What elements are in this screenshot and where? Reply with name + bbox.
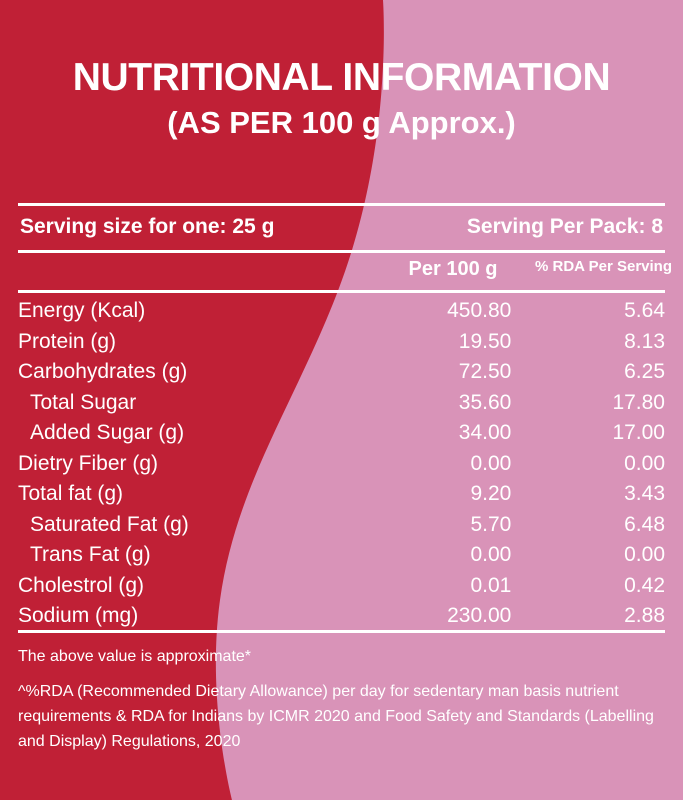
table-row <box>18 357 665 388</box>
table-row <box>18 296 665 327</box>
nutrient-rda: 0.00 <box>624 451 665 475</box>
column-header-rda: % RDA Per Serving <box>535 258 672 275</box>
column-header-per-100g: Per 100 g <box>408 258 498 280</box>
nutrient-name: Total fat (g) <box>18 482 124 505</box>
nutrient-per-100g: 72.50 <box>458 360 512 383</box>
table-row <box>18 418 665 449</box>
nutrient-name: Sodium (mg) <box>18 604 139 627</box>
nutrient-rda: 8.13 <box>624 329 665 353</box>
nutrient-per-100g: 19.50 <box>458 329 512 353</box>
divider-under-serving <box>18 250 665 253</box>
table-row <box>18 510 665 541</box>
nutrient-per-100g: 5.70 <box>470 512 512 536</box>
nutrition-table <box>18 296 665 632</box>
nutrient-rda: 3.43 <box>624 482 665 505</box>
nutrient-rda: 5.64 <box>624 299 665 322</box>
nutrient-per-100g: 450.80 <box>447 299 512 322</box>
table-row <box>18 571 665 602</box>
nutrient-rda: 17.00 <box>612 421 665 444</box>
title-main: NUTRITIONAL INFORMATION <box>72 56 611 99</box>
nutrient-per-100g: 0.00 <box>470 543 512 566</box>
nutrient-rda: 0.00 <box>624 543 665 566</box>
nutrient-rda: 6.48 <box>624 512 665 536</box>
nutrient-name: Total Sugar <box>30 390 137 414</box>
footnotes <box>18 644 668 754</box>
nutrient-rda: 2.88 <box>624 604 665 627</box>
divider-bottom <box>18 630 665 633</box>
nutrient-per-100g: 0.01 <box>470 573 512 597</box>
nutrient-name: Protein (g) <box>18 329 117 353</box>
table-row <box>18 449 665 480</box>
footnote-rda: ^%RDA (Recommended Dietary Allowance) per day for sedentary man basis nutrient requirements & RDA for Indians by ICMR 2020 and Food Safety and Standards (Labelling and Display) Regulations, 2020 <box>18 683 654 750</box>
footnote-approximate: The above value is approximate* <box>18 648 252 665</box>
nutrient-name: Saturated Fat (g) <box>30 512 189 536</box>
nutrient-name: Cholestrol (g) <box>18 573 145 597</box>
nutrient-per-100g: 34.00 <box>458 421 512 444</box>
nutrient-name: Carbohydrates (g) <box>18 360 188 383</box>
table-row <box>18 388 665 419</box>
divider-under-headers <box>18 290 665 293</box>
table-row <box>18 601 665 632</box>
nutrient-rda: 0.42 <box>624 573 665 597</box>
nutrient-name: Trans Fat (g) <box>30 543 151 566</box>
table-row <box>18 540 665 571</box>
nutrition-table-body <box>18 296 665 632</box>
table-column-headers <box>18 258 672 286</box>
serving-size-text: Serving size for one: 25 g <box>20 215 275 238</box>
serving-info-row <box>18 215 665 247</box>
nutrient-rda: 17.80 <box>612 390 665 414</box>
nutrient-per-100g: 230.00 <box>447 604 512 627</box>
divider-top <box>18 203 665 206</box>
page-title <box>0 55 683 143</box>
nutrient-per-100g: 35.60 <box>458 390 512 414</box>
table-row <box>18 479 665 510</box>
nutrient-per-100g: 9.20 <box>470 482 512 505</box>
nutrient-name: Energy (Kcal) <box>18 299 146 322</box>
title-subtitle: (AS PER 100 g Approx.) <box>167 105 516 140</box>
serving-per-pack-text: Serving Per Pack: 8 <box>466 215 663 238</box>
nutrient-rda: 6.25 <box>624 360 665 383</box>
nutrient-name: Dietry Fiber (g) <box>18 451 159 475</box>
nutrient-name: Added Sugar (g) <box>30 421 185 444</box>
nutrient-per-100g: 0.00 <box>470 451 512 475</box>
table-row <box>18 327 665 358</box>
